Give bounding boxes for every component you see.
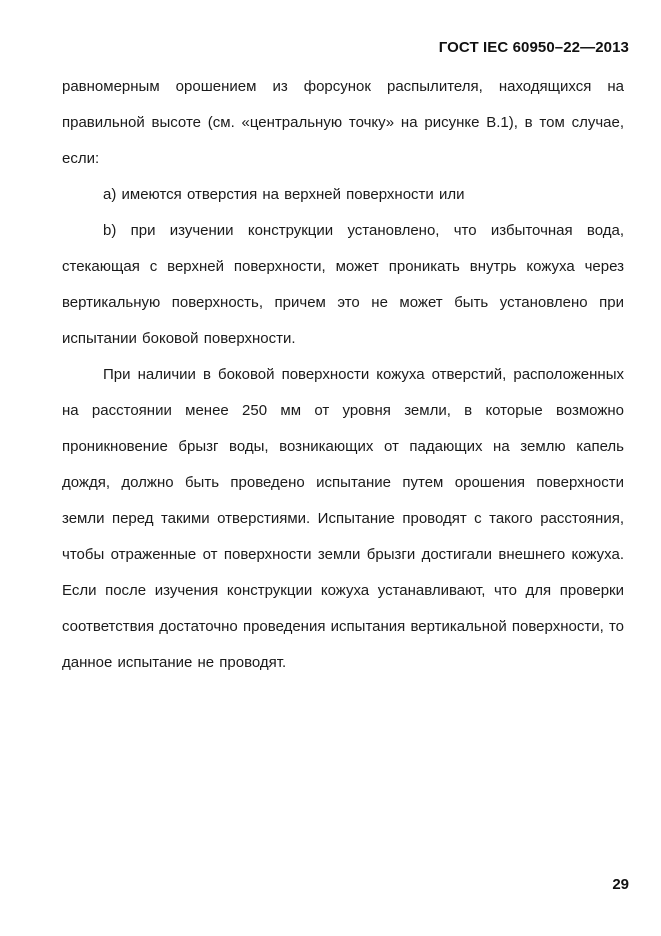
paragraph-side-openings: При наличии в боковой поверхности кожуха отверстий, расположенных на расстоянии менее 250 мм от уровня земли, в которые возможно проникновение брызг воды, возникающих от падающих на землю капель дождя, должно быть проведено испытание путем орошения поверхности земли перед такими отверстиями. Испытание проводят с такого расстояния, чтобы отраженные от поверхности земли брызги достигали внешнего кожуха. Если после изучения конструкции кожуха устанавливают, что для проверки соответствия достаточно проведения испытания вертикальной поверхности, то данное испытание не проводят.	[62, 366, 624, 671]
page-number: 29	[612, 876, 629, 893]
document-body	[62, 69, 624, 681]
paragraph-continuation: равномерным орошением из форсунок распылителя, находящихся на правильной высоте (см. «центральную точку» на рисунке В.1), в том случае, если:	[62, 78, 624, 167]
standard-header: ГОСТ IEC 60950–22—2013	[438, 39, 629, 56]
list-item-b: b) при изучении конструкции установлено, что избыточная вода, стекающая с верхней поверхности, может проникать внутрь кожуха через вертикальную поверхность, причем это не может быть установлено при испытании боковой поверхности.	[62, 222, 624, 347]
list-item-a: а) имеются отверстия на верхней поверхности или	[103, 186, 465, 203]
